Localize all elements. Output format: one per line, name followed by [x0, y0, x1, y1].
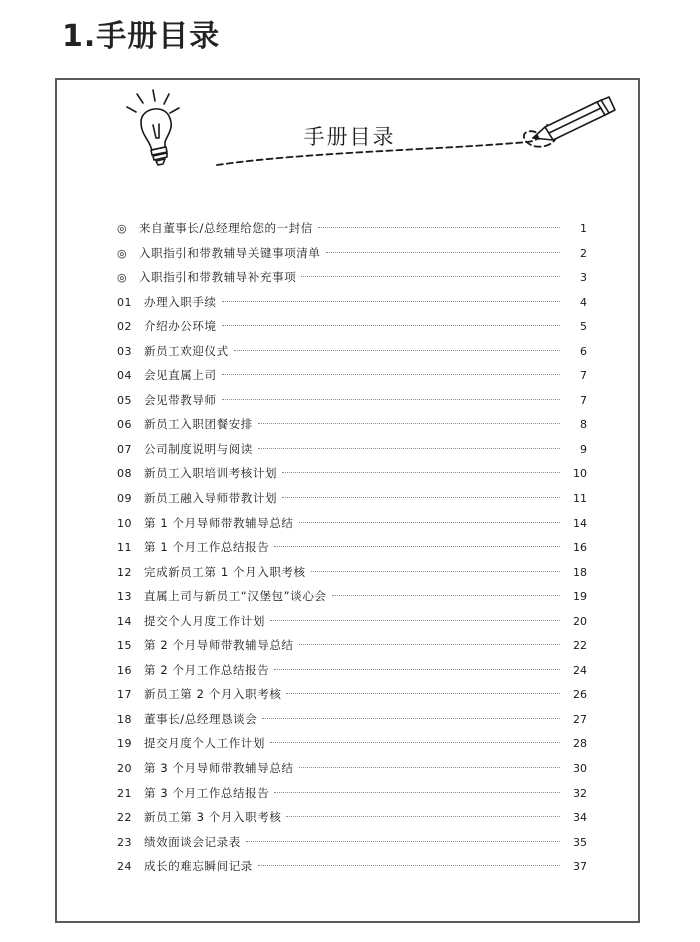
toc-entry: [117, 314, 587, 339]
toc-dot-leader: [222, 325, 560, 326]
toc-number: 07: [117, 442, 132, 456]
page-heading: 1.手册目录: [62, 19, 221, 54]
toc-dot-leader: [318, 227, 560, 228]
toc-page-number: 6: [580, 344, 587, 358]
toc-title: 第 3 个月工作总结报告: [144, 785, 270, 800]
toc-page-number: 37: [573, 860, 587, 874]
toc-title: 绩效面谈会记录表: [144, 834, 241, 849]
toc-page-number: 30: [573, 762, 587, 776]
toc-entry: [117, 486, 587, 511]
toc-number: 13: [117, 590, 132, 604]
toc-page-number: 10: [573, 467, 587, 481]
toc-dot-leader: [262, 718, 560, 719]
toc-page-number: 14: [573, 516, 587, 530]
toc-dot-leader: [222, 301, 560, 302]
toc-entry: [117, 511, 587, 536]
toc-dot-leader: [299, 767, 560, 768]
toc-number: 09: [117, 492, 132, 506]
toc-title: 会见带教导师: [144, 392, 217, 407]
toc-dot-leader: [274, 546, 560, 547]
toc-title: 成长的难忘瞬间记录: [144, 859, 253, 874]
toc-title: 办理入职手续: [144, 294, 217, 309]
toc-dot-leader: [299, 522, 560, 523]
toc-entry: [117, 388, 587, 413]
toc-number: 17: [117, 688, 132, 702]
toc-dot-leader: [326, 252, 561, 253]
toc-title: 新员工入职团餐安排: [144, 417, 253, 432]
toc-title: 入职指引和带教辅导关键事项清单: [139, 245, 321, 260]
toc-dot-leader: [258, 448, 560, 449]
toc-page-number: 18: [573, 565, 587, 579]
toc-dot-leader: [311, 571, 560, 572]
toc-number: 11: [117, 541, 132, 555]
toc-entry: [117, 682, 587, 707]
toc-dot-leader: [332, 595, 560, 596]
toc-page-number: 22: [573, 639, 587, 653]
toc-marker: ◎: [117, 222, 127, 235]
toc-number: 22: [117, 811, 132, 825]
toc-number: 12: [117, 565, 132, 579]
toc-title: 新员工第 3 个月入职考核: [144, 810, 282, 825]
toc-entry: [117, 707, 587, 732]
toc-title: 直属上司与新员工“汉堡包”谈心会: [144, 589, 327, 604]
toc-title: 第 1 个月工作总结报告: [144, 540, 270, 555]
toc-title: 提交月度个人工作计划: [144, 736, 265, 751]
toc-dot-leader: [282, 472, 560, 473]
toc-entry: [117, 805, 587, 830]
toc-page-number: 20: [573, 614, 587, 628]
toc-number: 03: [117, 344, 132, 358]
toc-entry: [117, 830, 587, 855]
toc-title: 新员工入职培训考核计划: [144, 466, 278, 481]
toc-title: 第 1 个月导师带教辅导总结: [144, 515, 294, 530]
toc-number: 04: [117, 369, 132, 383]
toc-number: 06: [117, 418, 132, 432]
toc-entry: [117, 241, 587, 266]
toc-entry: [117, 658, 587, 683]
toc-dot-leader: [286, 816, 560, 817]
toc-dot-leader: [270, 620, 560, 621]
toc-page-number: 8: [580, 418, 587, 432]
toc-page-number: 7: [580, 369, 587, 383]
toc-page-number: 11: [573, 492, 587, 506]
toc-page-number: 32: [573, 786, 587, 800]
toc-entry: [117, 756, 587, 781]
toc-number: 15: [117, 639, 132, 653]
toc-dot-leader: [222, 399, 560, 400]
toc-title: 介绍办公环境: [144, 319, 217, 334]
toc-title: 第 2 个月工作总结报告: [144, 662, 270, 677]
toc-page-number: 24: [573, 663, 587, 677]
toc-number: 01: [117, 295, 132, 309]
toc-page-number: 2: [580, 246, 587, 260]
toc-entry: [117, 854, 587, 879]
toc-dot-leader: [246, 841, 560, 842]
toc-number: 24: [117, 860, 132, 874]
toc-page-number: 7: [580, 393, 587, 407]
toc-entry: [117, 339, 587, 364]
toc-dot-leader: [274, 669, 560, 670]
toc-dot-leader: [258, 865, 560, 866]
toc-entry: [117, 216, 587, 241]
toc-number: 18: [117, 712, 132, 726]
toc-page-number: 16: [573, 541, 587, 555]
toc-page-number: 26: [573, 688, 587, 702]
toc-dot-leader: [222, 374, 560, 375]
toc-number: 19: [117, 737, 132, 751]
toc-entry: [117, 265, 587, 290]
toc-dot-leader: [270, 742, 560, 743]
toc-number: 08: [117, 467, 132, 481]
toc-title: 第 3 个月导师带教辅导总结: [144, 761, 294, 776]
toc-page-number: 5: [580, 320, 587, 334]
toc-dot-leader: [234, 350, 560, 351]
toc-entry: [117, 584, 587, 609]
toc-marker: ◎: [117, 246, 127, 260]
toc-title: 新员工融入导师带教计划: [144, 491, 278, 506]
toc-page-number: 19: [573, 590, 587, 604]
toc-entry: [117, 535, 587, 560]
toc-dot-leader: [301, 276, 560, 277]
toc-entry: [117, 633, 587, 658]
toc-number: 16: [117, 663, 132, 677]
toc-entry: [117, 363, 587, 388]
toc-marker: ◎: [117, 271, 127, 285]
toc-number: 02: [117, 320, 132, 334]
toc-title: 第 2 个月导师带教辅导总结: [144, 638, 294, 653]
toc-dot-leader: [286, 693, 560, 694]
toc-entry: [117, 437, 587, 462]
toc-page-number: 9: [580, 442, 587, 456]
toc-panel: [55, 78, 640, 923]
toc-dot-leader: [258, 423, 560, 424]
toc-title: 董事长/总经理恳谈会: [144, 711, 258, 726]
toc-number: 05: [117, 393, 132, 407]
panel-title: 手册目录: [303, 125, 396, 149]
toc-page-number: 1: [580, 222, 587, 235]
toc-page-number: 34: [573, 811, 587, 825]
toc-number: 14: [117, 614, 132, 628]
toc-dot-leader: [282, 497, 560, 498]
toc-number: 23: [117, 835, 132, 849]
toc-entry: [117, 461, 587, 486]
toc-title: 新员工第 2 个月入职考核: [144, 687, 282, 702]
toc-entry: [117, 781, 587, 806]
toc-list: [117, 216, 587, 879]
toc-number: 21: [117, 786, 132, 800]
toc-page-number: 28: [573, 737, 587, 751]
toc-title: 新员工欢迎仪式: [144, 343, 229, 358]
toc-dot-leader: [274, 792, 560, 793]
toc-page-number: 4: [580, 295, 587, 309]
toc-number: 10: [117, 516, 132, 530]
toc-entry: [117, 609, 587, 634]
toc-page-number: 27: [573, 712, 587, 726]
toc-page-number: 35: [573, 835, 587, 849]
toc-dot-leader: [299, 644, 560, 645]
toc-title: 入职指引和带教辅导补充事项: [139, 270, 297, 285]
toc-entry: [117, 731, 587, 756]
toc-title: 公司制度说明与阅读: [144, 441, 253, 456]
toc-page-number: 3: [580, 271, 587, 285]
toc-title: 提交个人月度工作计划: [144, 613, 265, 628]
toc-entry: [117, 560, 587, 585]
toc-title: 会见直属上司: [144, 368, 217, 383]
toc-title: 完成新员工第 1 个月入职考核: [144, 564, 306, 579]
toc-entry: [117, 412, 587, 437]
toc-entry: [117, 290, 587, 315]
toc-title: 来自董事长/总经理给您的一封信: [139, 221, 313, 235]
toc-number: 20: [117, 762, 132, 776]
